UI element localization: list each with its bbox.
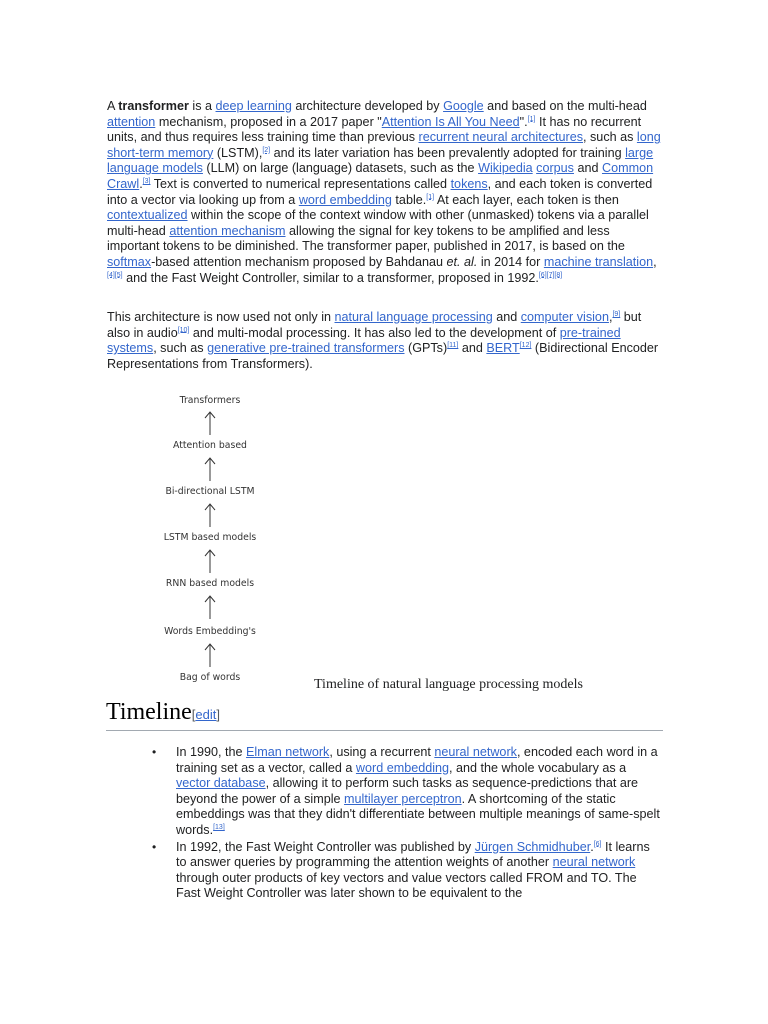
list-item: • In 1990, the Elman network, using a recurrent neural network, encoded each word in a training set as a vector, called a word embedding, and the whole vocabulary as a vector database, allowing it to perform such tasks as sequence-predictions that are beyond the power of a simple multilayer perceptron. A shortcoming of the static embeddings was that they didn't differentiate between multiple meanings of same-spelt words.[13]	[152, 745, 660, 837]
term-transformer: transformer	[118, 99, 189, 113]
link-contextualized[interactable]: contextualized	[107, 208, 188, 223]
link-wikipedia[interactable]: Wikipedia	[478, 161, 533, 176]
diagram-node-words-embeddings: Words Embedding's	[164, 626, 256, 637]
link-computer-vision[interactable]: computer vision	[520, 310, 609, 324]
link-attention-is-all-you-need[interactable]: Attention Is All You Need	[381, 114, 520, 129]
nlp-timeline-diagram	[150, 392, 270, 692]
link-bert[interactable]: BERT	[486, 341, 520, 356]
link-nlp[interactable]: natural language processing	[334, 310, 493, 324]
link-vector-database[interactable]: vector database	[176, 776, 266, 791]
link-large-language-models[interactable]: large language models	[107, 145, 654, 176]
link-softmax[interactable]: softmax	[107, 254, 152, 269]
link-deep-learning[interactable]: deep learning	[215, 99, 292, 113]
citation-1b[interactable]: [1]	[426, 193, 435, 201]
citation-12[interactable]: [12]	[519, 342, 532, 349]
diagram-node-bidirectional-lstm: Bi-directional LSTM	[165, 486, 255, 497]
edit-section: [edit]	[191, 707, 221, 722]
link-jurgen-schmidhuber[interactable]: Jürgen Schmidhuber	[474, 839, 591, 854]
up-arrow-icon	[202, 594, 218, 620]
link-attention-mechanism[interactable]: attention mechanism	[169, 223, 286, 238]
citation-6-7-8[interactable]: [6][7][8]	[538, 271, 563, 279]
edit-link[interactable]: edit	[195, 707, 217, 722]
diagram-node-attention-based: Attention based	[173, 440, 247, 451]
citation-11[interactable]: [11]	[447, 342, 459, 349]
citation-6[interactable]: [6]	[593, 840, 602, 848]
citation-3[interactable]: [3]	[142, 177, 151, 185]
up-arrow-icon	[202, 502, 218, 528]
up-arrow-icon	[202, 548, 218, 574]
intro-paragraph: A transformer is a deep learning architecture developed by Google and based on the multi-head attention mechanism, proposed in a 2017 paper "Attention Is All You Need".[1] It has no recurrent units, and thus requires less training time than previous recurrent neural architectures, such as long short-term memory (LSTM),[2] and its later variation has been prevalently adopted for training large language models (LLM) on large (language) datasets, such as the Wikipedia corpus and Common Crawl.[3] Text is converted to numerical representations called tokens, and each token is converted into a vector via looking up from a word embedding table.[1] At each layer, each token is then contextualized within the scope of the context window with other (unmasked) tokens via a parallel multi-head attention mechanism allowing the signal for key tokens to be amplified and less important tokens to be diminished. The transformer paper, published in 2017, is based on the softmax-based attention mechanism proposed by Bahdanau et. al. in 2014 for machine translation,[4][5] and the Fast Weight Controller, similar to a transformer, proposed in 1992.[6][7][8]	[107, 99, 661, 285]
citation-1[interactable]: [1]	[527, 115, 536, 123]
usage-paragraph: This architecture is now used not only in natural language processing and computer vision,[9] but also in audio[10] and multi-modal processing. It has also led to the development of pre-trained systems, such as generative pre-trained transformers (GPTs)[11] and BERT[12] (Bidirectional Encoder Representations from Transformers).	[107, 310, 659, 371]
section-heading-text: Timeline	[106, 699, 192, 725]
link-tokens[interactable]: tokens	[450, 176, 488, 191]
link-elman-network[interactable]: Elman network	[246, 745, 330, 759]
link-word-embedding-2[interactable]: word embedding	[355, 760, 450, 775]
link-neural-network-2[interactable]: neural network	[552, 855, 636, 870]
link-lstm[interactable]: long short-term memory	[107, 130, 661, 160]
link-pre-trained-systems[interactable]: pre-trained systems	[107, 325, 621, 356]
link-machine-translation[interactable]: machine translation	[543, 254, 654, 269]
diagram-node-bag-of-words: Bag of words	[179, 672, 241, 683]
up-arrow-icon	[202, 642, 218, 668]
section-heading-timeline	[106, 698, 663, 731]
link-multilayer-perceptron[interactable]: multilayer perceptron	[344, 791, 462, 806]
diagram-node-lstm-based-models: LSTM based models	[163, 532, 257, 543]
link-corpus[interactable]: corpus	[536, 161, 574, 176]
citation-4-5[interactable]: [4][5]	[107, 271, 123, 279]
bullet-icon: •	[152, 745, 157, 759]
link-word-embedding[interactable]: word embedding	[298, 192, 392, 207]
citation-10[interactable]: [10]	[177, 326, 190, 334]
link-google[interactable]: Google	[443, 99, 484, 113]
bullet-icon: •	[152, 839, 157, 854]
diagram-caption: Timeline of natural language processing models	[314, 677, 583, 692]
diagram-node-rnn-based-models: RNN based models	[165, 578, 255, 589]
link-common-crawl[interactable]: Common Crawl	[107, 161, 654, 191]
link-recurrent-neural-architectures[interactable]: recurrent neural architectures	[418, 130, 584, 145]
list-item: • In 1992, the Fast Weight Controller was published by Jürgen Schmidhuber.[6] It learns to answer queries by programming the attention weights of another neural network through outer products of key vectors and value vectors called FROM and TO. The Fast Weight Controller was later shown to be equivalent to the	[152, 839, 650, 901]
diagram-node-transformers: Transformers	[179, 395, 241, 406]
up-arrow-icon	[202, 456, 218, 482]
link-attention[interactable]: attention	[107, 114, 156, 129]
link-gpt[interactable]: generative pre-trained transformers	[207, 341, 405, 356]
citation-13[interactable]: [13]	[213, 823, 225, 831]
citation-9[interactable]: [9]	[612, 310, 621, 318]
citation-2[interactable]: [2]	[262, 146, 271, 154]
up-arrow-icon	[202, 410, 218, 436]
timeline-list	[150, 745, 660, 903]
link-neural-network[interactable]: neural network	[434, 745, 517, 759]
